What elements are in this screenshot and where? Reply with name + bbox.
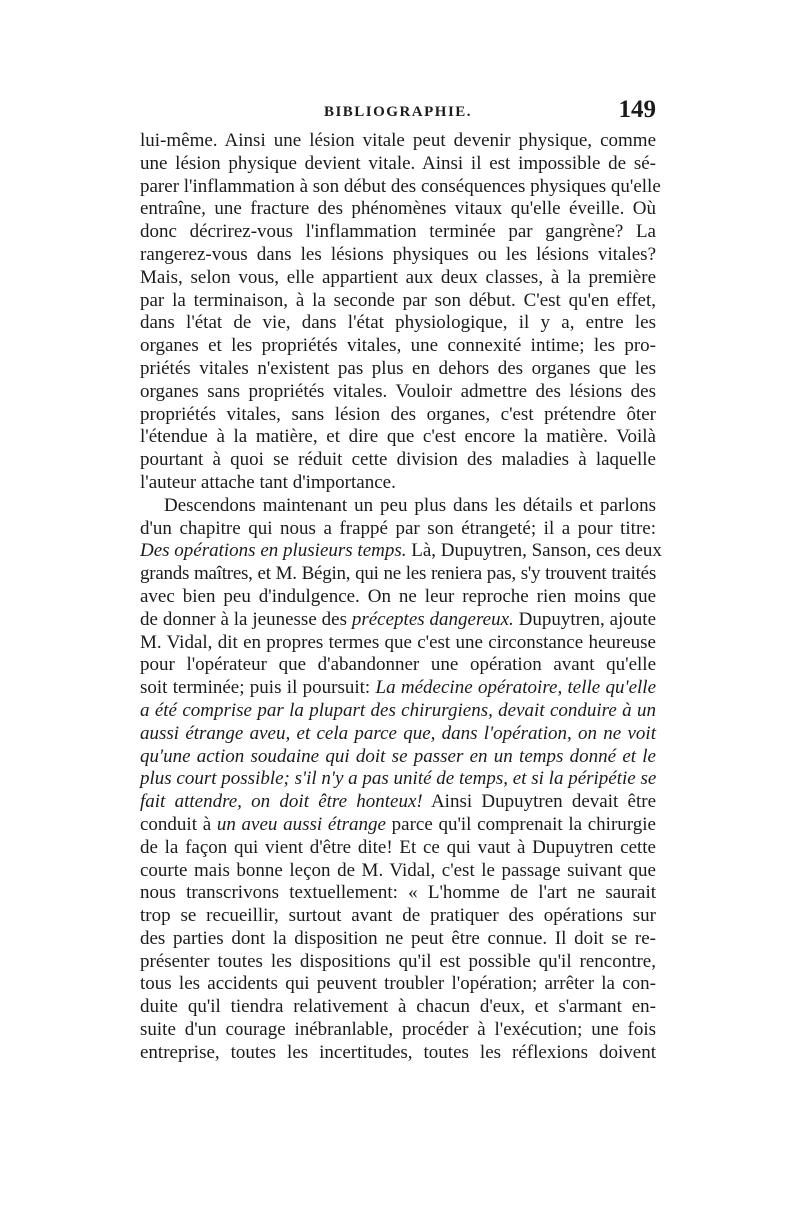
running-head [140, 94, 656, 128]
text-run: parce qu'il comprenait la chirurgie [385, 813, 656, 835]
text-line: trop se recueillir, surtout avant de pratiquer des opérations sur [140, 905, 656, 927]
text-line: présenter toutes les dispositions qu'il est possible qu'il rencontre, [140, 950, 656, 972]
text-line: dans l'état de vie, dans l'état physiologique, il y a, entre les [140, 312, 656, 334]
text-line: duite qu'il tiendra relativement à chacun d'eux, et s'armant en- [140, 996, 656, 1018]
italic-quote: La médecine opératoire, telle qu'elle [375, 677, 657, 699]
running-title: BIBLIOGRAPHIE. [323, 104, 473, 120]
text-line-italic [140, 746, 656, 769]
italic-phrase: préceptes dangereux. [351, 608, 514, 630]
text-line-italic [140, 723, 656, 746]
text-line: nous transcrivons textuellement: « L'homme de l'art ne saurait [140, 882, 656, 904]
italic-quote: fait attendre, on doit être honteux! [140, 791, 423, 813]
text-line: suite d'un courage inébranlable, procéder à l'exécution; une fois [140, 1019, 656, 1041]
text-line: priétés vitales n'existent pas plus en dehors des organes que les [140, 357, 656, 379]
text-line [140, 814, 656, 837]
text-line [140, 791, 656, 814]
italic-quote: plus court possible; s'il n'y a pas unité de temps, et si la péripétie se [140, 768, 657, 790]
text-run: Ainsi Dupuytren devait être [422, 791, 656, 813]
text-run: Là, Dupuytren, Sanson, ces deux [406, 540, 662, 562]
text-run: soit terminée; puis il poursuit: [140, 677, 376, 699]
text-line: grands maîtres, et M. Bégin, qui ne les reniera pas, s'y trouvent traités [140, 563, 656, 585]
text-line: donc décrirez-vous l'inflammation terminée par gangrène? La [140, 221, 656, 243]
text-line: l'étendue à la matière, et dire que c'est encore la matière. Voilà [140, 426, 656, 448]
text-line: tous les accidents qui peuvent troubler l'opération; arrêter la con- [140, 973, 656, 995]
paragraph-start-line: Descendons maintenant un peu plus dans les détails et parlons [164, 494, 656, 516]
text-line: courte mais bonne leçon de M. Vidal, c'est le passage suivant que [140, 859, 656, 881]
text-line: organes et les propriétés vitales, une connexité intime; les pro- [140, 335, 656, 357]
italic-quote: aussi étrange aveu, et cela parce que, dans l'opération, on ne voit [140, 722, 656, 744]
text-line: entreprise, toutes les incertitudes, toutes les réflexions doivent [140, 1041, 656, 1063]
text-line: Mais, selon vous, elle appartient aux deux classes, à la première [140, 266, 656, 288]
text-line: une lésion physique devient vitale. Ainsi il est impossible de sé- [140, 152, 656, 174]
text-line: organes sans propriétés vitales. Vouloir admettre des lésions des [140, 380, 656, 402]
text-line: de la façon qui vient d'être dite! Et ce qui vaut à Dupuytren cette [140, 836, 656, 858]
text-line: d'un chapitre qui nous a frappé par son étrangeté; il a pour titre: [140, 517, 656, 539]
text-line [140, 540, 662, 563]
text-line: pour l'opérateur que d'abandonner une opération avant qu'elle [140, 654, 656, 676]
text-line [140, 609, 656, 632]
italic-phrase: un aveu aussi étrange [216, 813, 386, 835]
text-line [140, 677, 656, 700]
text-line-italic [140, 768, 656, 791]
italic-title: Des opérations en plusieurs temps. [140, 540, 407, 562]
text-run: Dupuytren, ajoute [513, 608, 657, 630]
text-run: de donner à la jeunesse des [140, 608, 352, 630]
text-line: des parties dont la disposition ne peut être connue. Il doit se re- [140, 927, 656, 949]
text-line: lui-même. Ainsi une lésion vitale peut devenir physique, comme [140, 130, 656, 151]
text-line: pourtant à quoi se réduit cette division des maladies à laquelle [140, 449, 656, 471]
italic-quote: a été comprise par la plupart des chirurgiens, devait conduire à un [140, 699, 656, 721]
text-line: propriétés vitales, sans lésion des organes, c'est prétendre ôter [140, 403, 656, 425]
text-line: avec bien peu d'indulgence. On ne leur reproche rien moins que [140, 585, 656, 607]
body-text [140, 130, 662, 1065]
text-line: parer l'inflammation à son début des conséquences physiques qu'elle [140, 175, 661, 197]
text-line-italic [140, 700, 656, 723]
page-number: 149 [618, 96, 656, 123]
text-line: l'auteur attache tant d'importance. [140, 471, 396, 493]
text-line: entraîne, une fracture des phénomènes vitaux qu'elle éveille. Où [140, 198, 656, 220]
italic-quote: qu'une action soudaine qui doit se passer en un temps donné et le [140, 745, 656, 767]
text-line: par la terminaison, à la seconde par son début. C'est qu'en effet, [140, 289, 656, 311]
text-run: conduit à [140, 813, 217, 835]
text-line: rangerez-vous dans les lésions physiques ou les lésions vitales? [140, 243, 656, 265]
text-line: M. Vidal, dit en propres termes que c'est une circonstance heureuse [140, 631, 656, 653]
